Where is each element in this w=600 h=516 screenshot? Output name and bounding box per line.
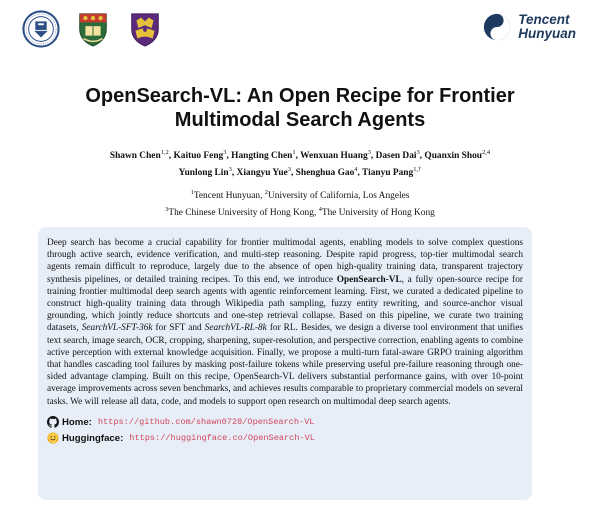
affiliation-marker: 2 [264,189,269,196]
author-name-text: Xiangyu Yue [236,168,288,179]
author-name [237,168,291,178]
abstract-part-2: , a fully open-source recipe for training frontier multimodal deep search agents with agentic reinforcement learning. First, we curated a dedicated pipeline to construct high-quality training data through Wikipedia path sampling, fuzzy entity rewriting, and source-anchor visual grounding, which jointly reduce shortcuts and one-step retrieval collapse. Based on this pipeline, we curate two training datasets, [47,274,523,334]
title-line-2: Multimodal Search Agents [174,109,426,131]
abstract-part-4: for RL. Besides, we design a diverse tool environment that unifies text search, image search, OCR, cropping, sharpening, super-resolution, and perspective correction, enabling agents to combine active perception with external knowledge acquisition. Finally, we propose a multi-turn fatal-aware GRPO training algorithm that handles cascading tool failures by masking post-failure tokens while preserving useful pre-failure reasoning through one-sided advantage clamping. Built on this recipe, OpenSearch-VL delivers substantial performance gains, with over 10-point average improvements across seven benchmarks, and achieves results comparable to proprietary commercial models on several tasks. We will release all data, code, and models to support open research on multimodal deep search agents. [47,323,523,407]
author-name-text: Dasen Dai [375,151,417,162]
author-affiliation-marker: 2,4 [482,149,491,156]
author-affiliation-marker: 1,† [413,166,422,174]
abstract-text [47,237,523,408]
author-name-text: Shawn Chen [109,151,161,162]
huggingface-icon [47,432,59,444]
affiliation-name: The University of Hong Kong [321,208,435,219]
huggingface-link-row [47,432,523,445]
author-name-text: Kaituo Feng [173,151,224,162]
abstract-part-1: Deep search has become a crucial capability for frontier multimodal agents, enabling models to solve complex questions through active search, evidence verification, and multi-step reasoning. Despite rapid progress, top-tier multimodal search agents remain difficult to reproduce, largely due to the absence of open high-quality training data, transparent trajectory synthesis pipelines, or detailed training recipes. To this end, we introduce [47,238,523,285]
tencent-hunyuan-brand [482,12,576,42]
author-name [231,151,295,161]
author-name [300,151,371,161]
title-line-1: OpenSearch-VL: An Open Recipe for Frontier [85,85,515,107]
affiliation-name: The Chinese University of Hong Kong, [168,208,319,219]
author-name-text: Yunlong Lin [178,168,229,179]
affiliation-line [40,186,560,203]
home-link-row [47,416,523,429]
author-list [40,146,560,180]
home-label: Home: [62,416,92,428]
institution-logos [22,8,164,50]
author-affiliation-marker: 3 [367,149,371,156]
affiliation-marker: 1 [190,189,194,196]
author-affiliation-marker: 3 [223,149,227,156]
author-name [173,151,226,161]
affiliation-name: University of California, Los Angeles [268,191,410,202]
university-seal-logo [22,10,60,48]
author-line-1: Shawn Chen$^{1,2}$, Kaituo Feng$^3$, Hangting Chen$^1$, Wenxuan Huang$^3$, Dasen Dai$^3$, Quanxin Shou$^{2,4}$ [109,149,491,162]
paper-title [20,84,580,132]
author-affiliation-marker: 1,2 [160,149,169,156]
method-name: OpenSearch-VL [336,274,402,285]
abstract-part-3: for SFT and [152,323,205,334]
affiliation-list [40,186,560,220]
huggingface-label: Huggingface: [62,432,124,444]
github-icon [47,416,59,428]
author-name [179,168,232,178]
hku-crest-logo [74,10,112,48]
author-affiliation-marker: 3 [228,166,232,174]
author-name-text: Shenghua Gao [295,168,355,179]
brand-line-2: Hunyuan [518,26,576,41]
cuhk-crest-logo [126,10,164,48]
affiliation-line [40,203,560,220]
author-affiliation-marker: 3 [287,166,291,174]
author-line-2: Yunlong Lin$^3$, Xiangyu Yue$^3$, Shenghua Gao$^4$, Tianyu Pang$^{1,\dagger}$ [178,166,422,179]
author-name-text: Wenxuan Huang [300,151,368,162]
brand-line-1: Tencent [518,12,570,27]
author-name [376,151,420,161]
author-name [362,168,421,178]
author-name-text: Tianyu Pang [362,168,414,179]
author-affiliation-marker: 4 [354,166,358,174]
sft-dataset-name: SearchVL-SFT-36k [81,323,153,334]
brand-wordmark [518,13,576,41]
abstract-panel [38,227,532,500]
home-url-link[interactable]: https://github.com/shawn0728/OpenSearch-VL [97,416,315,427]
author-name [424,151,490,161]
author-name-text: Quanxin Shou [424,151,483,162]
affiliation-marker: 4 [318,206,322,214]
author-name [296,168,358,178]
author-name [110,151,169,161]
huggingface-url-link[interactable]: https://huggingface.co/OpenSearch-VL [129,432,315,443]
author-affiliation-marker: 1 [292,149,296,156]
rl-dataset-name: SearchVL-RL-8k [204,323,267,334]
author-name-text: Hangting Chen [231,151,293,162]
affiliation-marker: 3 [165,206,169,214]
author-affiliation-marker: 3 [416,149,420,156]
hunyuan-logo-icon [482,12,512,42]
affiliation-name: Tencent Hunyuan, [193,191,265,202]
